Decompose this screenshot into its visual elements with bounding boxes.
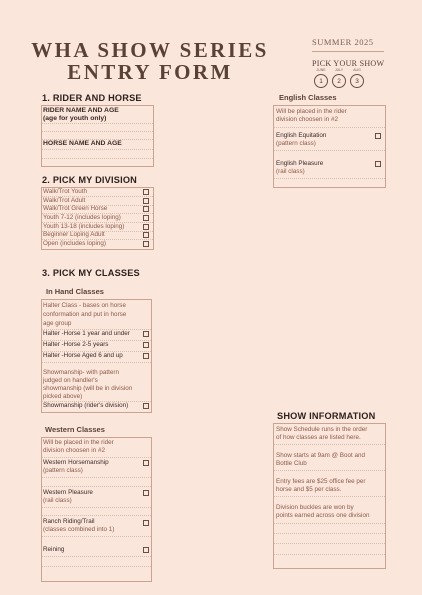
- showmanship-note: picked above): [43, 393, 83, 400]
- english-class-note: (pattern class): [276, 140, 316, 147]
- english-heading: English Classes: [279, 93, 337, 102]
- horse-name-label: HORSE NAME AND AGE: [43, 140, 122, 147]
- english-box: [273, 105, 386, 188]
- western-heading: Western Classes: [45, 425, 105, 434]
- division-box: [41, 187, 154, 250]
- western-checkbox[interactable]: [143, 490, 149, 496]
- showmanship-note: showmanship (will be in division: [43, 385, 133, 392]
- show-info-text: of how classes are listed here.: [276, 434, 361, 441]
- showmanship-class: Showmanship (rider's division): [43, 402, 129, 409]
- season-label: SUMMER 2025: [312, 37, 374, 47]
- showmanship-note: Showmanship- with pattern: [43, 369, 119, 376]
- in-hand-box: [41, 299, 152, 413]
- form-title-line2: ENTRY FORM: [67, 60, 233, 84]
- english-class-note: (rail class): [276, 168, 305, 175]
- western-class-note: (classes combined into 1): [43, 526, 115, 533]
- western-class-note: (pattern class): [43, 467, 83, 474]
- showmanship-checkbox[interactable]: [143, 403, 149, 409]
- show-info-text: points earned across one division: [276, 512, 370, 519]
- division-item: Walk/Trot Youth: [43, 188, 87, 195]
- show-info-text: Show Schedule runs in the order: [276, 426, 368, 433]
- division-item: Walk/Trot Green Horse: [43, 205, 108, 212]
- division-item: Open (includes loping): [43, 240, 107, 247]
- rider-name-label: RIDER NAME AND AGE: [43, 107, 119, 114]
- section3-heading: 3. PICK MY CLASSES: [42, 268, 140, 278]
- english-class: English Equitation: [276, 132, 327, 139]
- western-intro: division choosen in #2: [43, 447, 105, 454]
- form-title-line1: WHA SHOW SERIES: [31, 38, 269, 62]
- western-class-note: (rail class): [43, 497, 72, 504]
- division-item: Youth 13-18 (includes loping): [43, 223, 125, 230]
- show-2-circle[interactable]: 2: [332, 74, 346, 88]
- halter-checkbox[interactable]: [143, 331, 149, 337]
- division-checkbox[interactable]: [143, 224, 149, 230]
- division-checkbox[interactable]: [143, 189, 149, 195]
- show-info-heading: SHOW INFORMATION: [277, 411, 376, 421]
- halter-class: Halter -Horse 2-5 years: [43, 341, 109, 348]
- division-item: Beginner Loping Adult: [43, 231, 105, 238]
- month-aug: AUG: [353, 68, 361, 72]
- show-info-text: Bottle Club: [276, 460, 307, 467]
- division-checkbox[interactable]: [143, 232, 149, 238]
- western-class: Western Horsemanship: [43, 459, 109, 466]
- halter-checkbox[interactable]: [143, 342, 149, 348]
- show-info-text: Division buckles are won by: [276, 504, 354, 511]
- division-checkbox[interactable]: [143, 241, 149, 247]
- halter-checkbox[interactable]: [143, 353, 149, 359]
- english-checkbox[interactable]: [375, 161, 381, 167]
- show-3-circle[interactable]: 3: [350, 74, 364, 88]
- division-item: Walk/Trot Adult: [43, 197, 86, 204]
- halter-class: Halter -Horse 1 year and under: [43, 330, 130, 337]
- western-checkbox[interactable]: [143, 547, 149, 553]
- season-divider: [312, 51, 384, 52]
- english-intro: division choosen in #2: [276, 116, 338, 123]
- month-june: JUNE: [316, 68, 326, 72]
- month-july: JULY: [334, 68, 344, 72]
- show-1-circle[interactable]: 1: [314, 74, 328, 88]
- halter-class: Halter -Horse Aged 6 and up: [43, 352, 123, 359]
- western-intro: Will be placed in the rider: [43, 439, 114, 446]
- showmanship-note: judged on handler's: [43, 377, 98, 384]
- western-checkbox[interactable]: [143, 520, 149, 526]
- section1-heading: 1. RIDER AND HORSE: [42, 93, 142, 103]
- in-hand-heading: In Hand Classes: [46, 287, 104, 296]
- western-class: Ranch Riding/Trail: [43, 518, 95, 525]
- english-checkbox[interactable]: [375, 133, 381, 139]
- rider-age-note: (age for youth only): [43, 115, 107, 122]
- english-class: English Pleasure: [276, 160, 324, 167]
- division-item: Youth 7-12 (includes loping): [43, 214, 121, 221]
- division-checkbox[interactable]: [143, 215, 149, 221]
- show-info-text: Entry fees are $25 office fee per: [276, 478, 366, 485]
- show-info-box: [273, 423, 386, 569]
- division-checkbox[interactable]: [143, 198, 149, 204]
- rider-horse-box: [41, 105, 154, 167]
- halter-intro: age group: [43, 320, 72, 327]
- english-intro: Will be placed in the rider: [276, 108, 347, 115]
- western-checkbox[interactable]: [143, 460, 149, 466]
- western-class: Reining: [43, 546, 65, 553]
- western-box: [41, 437, 152, 582]
- division-checkbox[interactable]: [143, 206, 149, 212]
- halter-intro: conformation and put in horse: [43, 311, 127, 318]
- western-class: Western Pleasure: [43, 489, 93, 496]
- section2-heading: 2. PICK MY DIVISION: [42, 175, 138, 185]
- show-info-text: Show starts at 9am @ Boot and: [276, 452, 365, 459]
- halter-intro: Halter Class - bases on horse: [43, 302, 126, 309]
- show-info-text: horse and $5 per class.: [276, 486, 342, 493]
- pick-show-label: PICK YOUR SHOW: [312, 59, 385, 68]
